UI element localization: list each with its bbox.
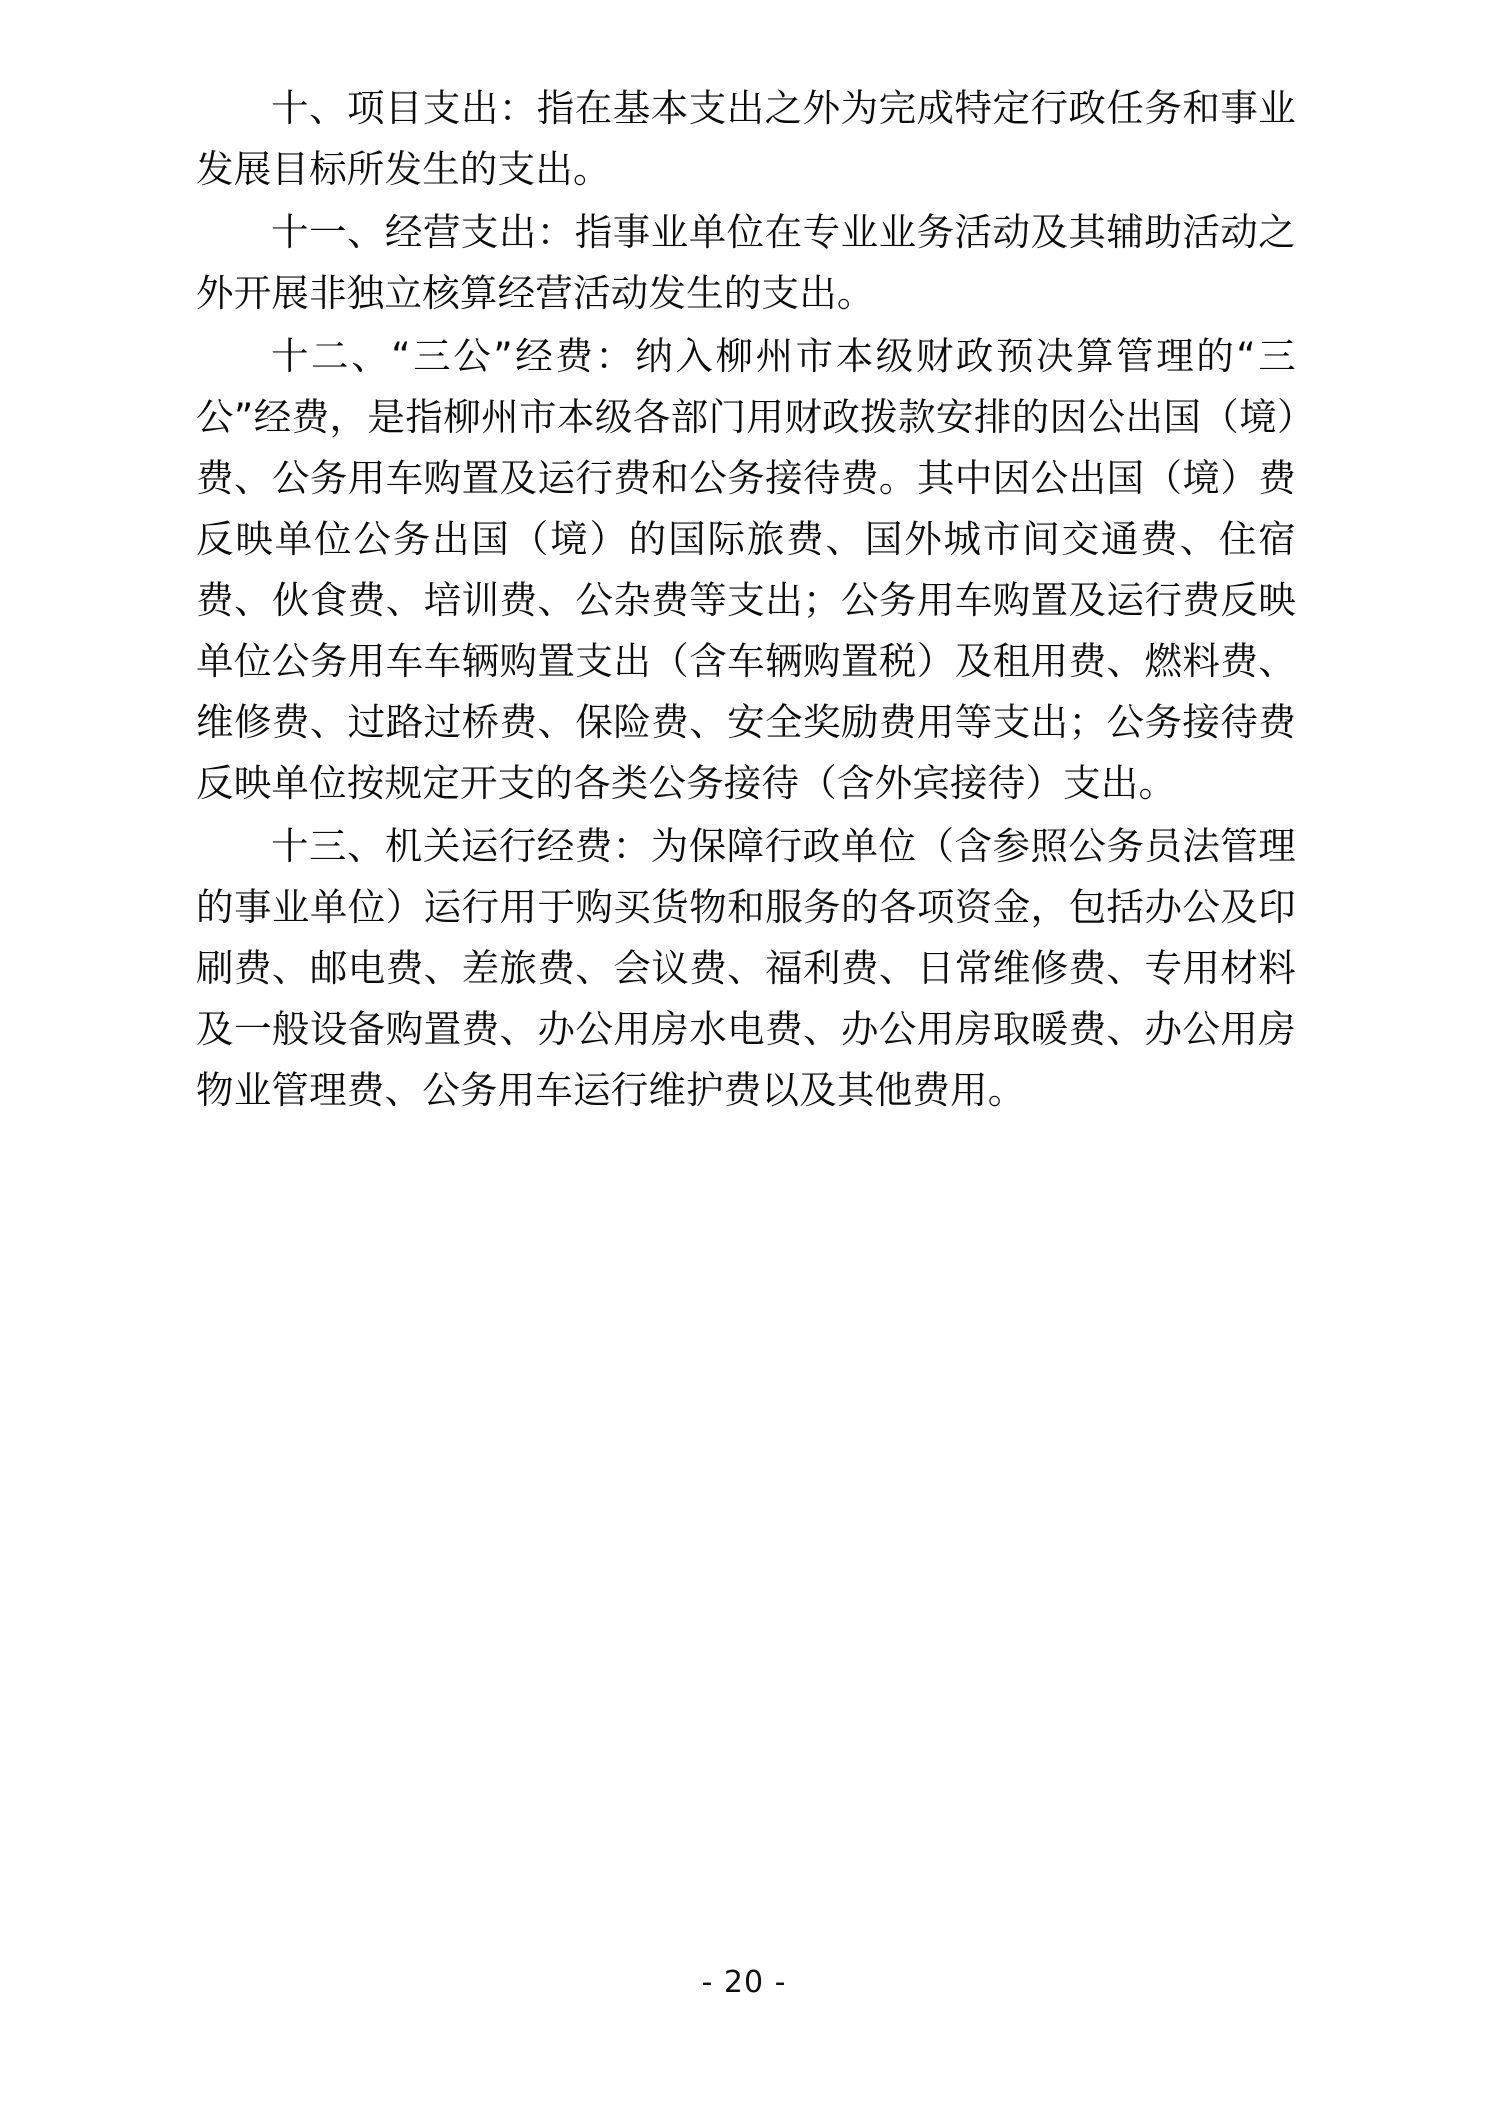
page-number: - 20 - (701, 1965, 787, 2000)
paragraph: 十一、经营支出：指事业单位在专业业务活动及其辅助活动之外开展非独立核算经营活动发生的支出。 (196, 210, 1296, 315)
paragraph: 十三、机关运行经费：为保障行政单位（含参照公务员法管理的事业单位）运行用于购买货物和服务的各项资金，包括办公及印刷费、邮电费、差旅费、会议费、福利费、日常维修费、专用材料及一般设备购置费、办公用房水电费、办公用房取暖费、办公用房物业管理费、公务用车运行维护费以及其他费用。 (196, 824, 1296, 1112)
paragraph: 十二、“三公”经费：纳入柳州市本级财政预决算管理的“三公”经费，是指柳州市本级各部门用财政拨款安排的因公出国（境）费、公务用车购置及运行费和公务接待费。其中因公出国（境）费反映单位公务出国（境）的国际旅费、国外城市间交通费、住宿费、伙食费、培训费、公杂费等支出；公务用车购置及运行费反映单位公务用车车辆购置支出（含车辆购置税）及租用费、燃料费、维修费、过路过桥费、保险费、安全奖励费用等支出；公务接待费反映单位按规定开支的各类公务接待（含外宾接待）支出。 (196, 334, 1296, 805)
paragraph: 十、项目支出：指在基本支出之外为完成特定行政任务和事业发展目标所发生的支出。 (196, 86, 1296, 191)
document-body (196, 78, 1296, 1123)
